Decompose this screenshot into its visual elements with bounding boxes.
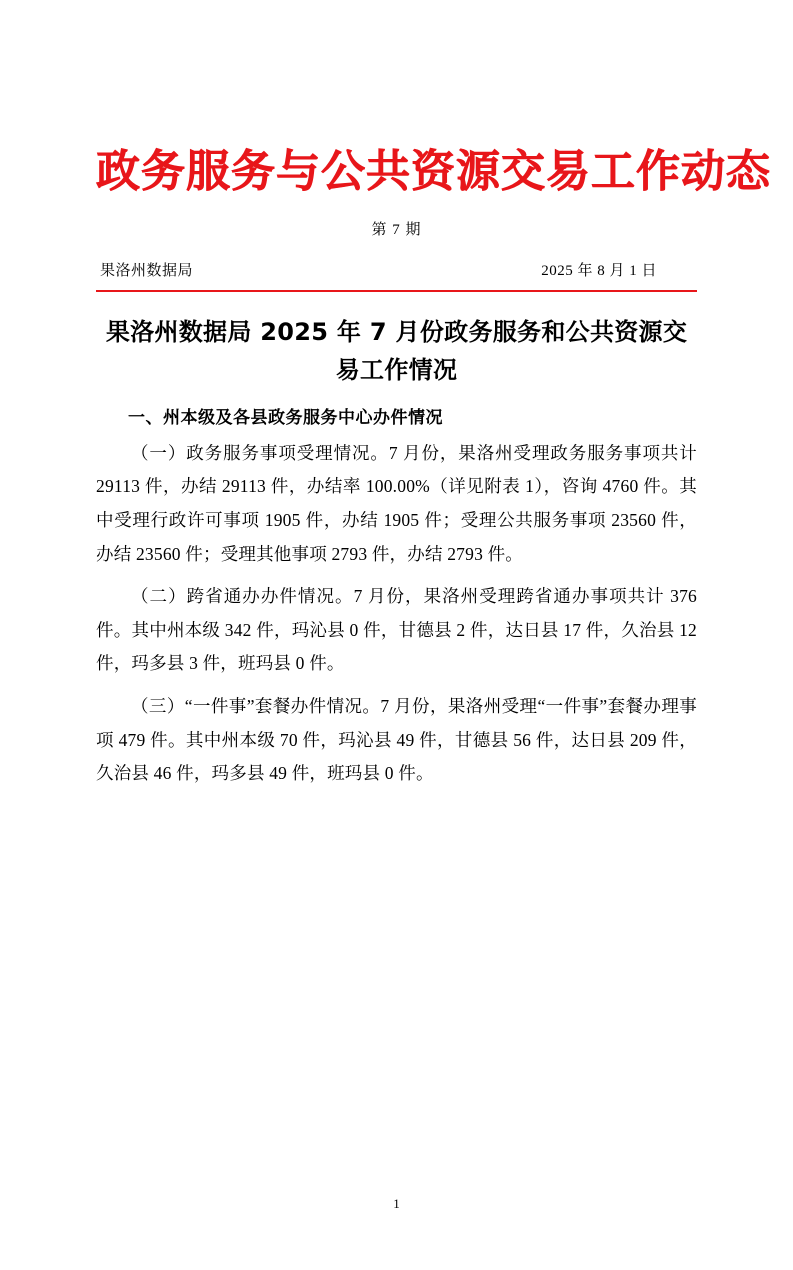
issue-number: 第 7 期 <box>371 222 422 239</box>
header-divider <box>96 290 697 292</box>
issue-date: 2025 年 8 月 1 日 <box>541 263 657 280</box>
body-paragraph-3: （三）“一件事”套餐办件情况。7 月份，果洛州受理“一件事”套餐办理事项 479 件。其中州本级 70 件，玛沁县 49 件，甘德县 56 件，达日县 209 件，久治县 46 件，玛多县 49 件，班玛县 0 件。 <box>96 695 697 784</box>
article-title: 果洛州数据局 2025 年 7 月份政务服务和公共资源交易工作情况 <box>105 318 688 384</box>
section-heading: 一、州本级及各县政务服务中心办件情况 <box>128 407 443 428</box>
issuing-organization: 果洛州数据局 <box>100 263 194 280</box>
body-paragraph-2: （二）跨省通办办件情况。7 月份，果洛州受理跨省通办事项共计 376 件。其中州本级 342 件，玛沁县 0 件，甘德县 2 件，达日县 17 件，久治县 12 件，玛多县 3 件，班玛县 0 件。 <box>96 586 697 674</box>
document-page <box>0 148 793 1270</box>
masthead-meta <box>96 259 697 280</box>
page-number: 1 <box>393 1196 400 1211</box>
masthead-title: 政务服务与公共资源交易工作动态 <box>96 146 771 197</box>
body-paragraph-1: （一）政务服务事项受理情况。7 月份，果洛州受理政务服务事项共计 29113 件，办结 29113 件，办结率 100.00%（详见附表 1），咨询 4760 件。其中受理行政许可事项 1905 件，办结 1905 件；受理公共服务事项 23560 件，办结 23560 件；受理其他事项 2793 件，办结 2793 件。 <box>96 442 697 564</box>
masthead <box>96 146 771 197</box>
